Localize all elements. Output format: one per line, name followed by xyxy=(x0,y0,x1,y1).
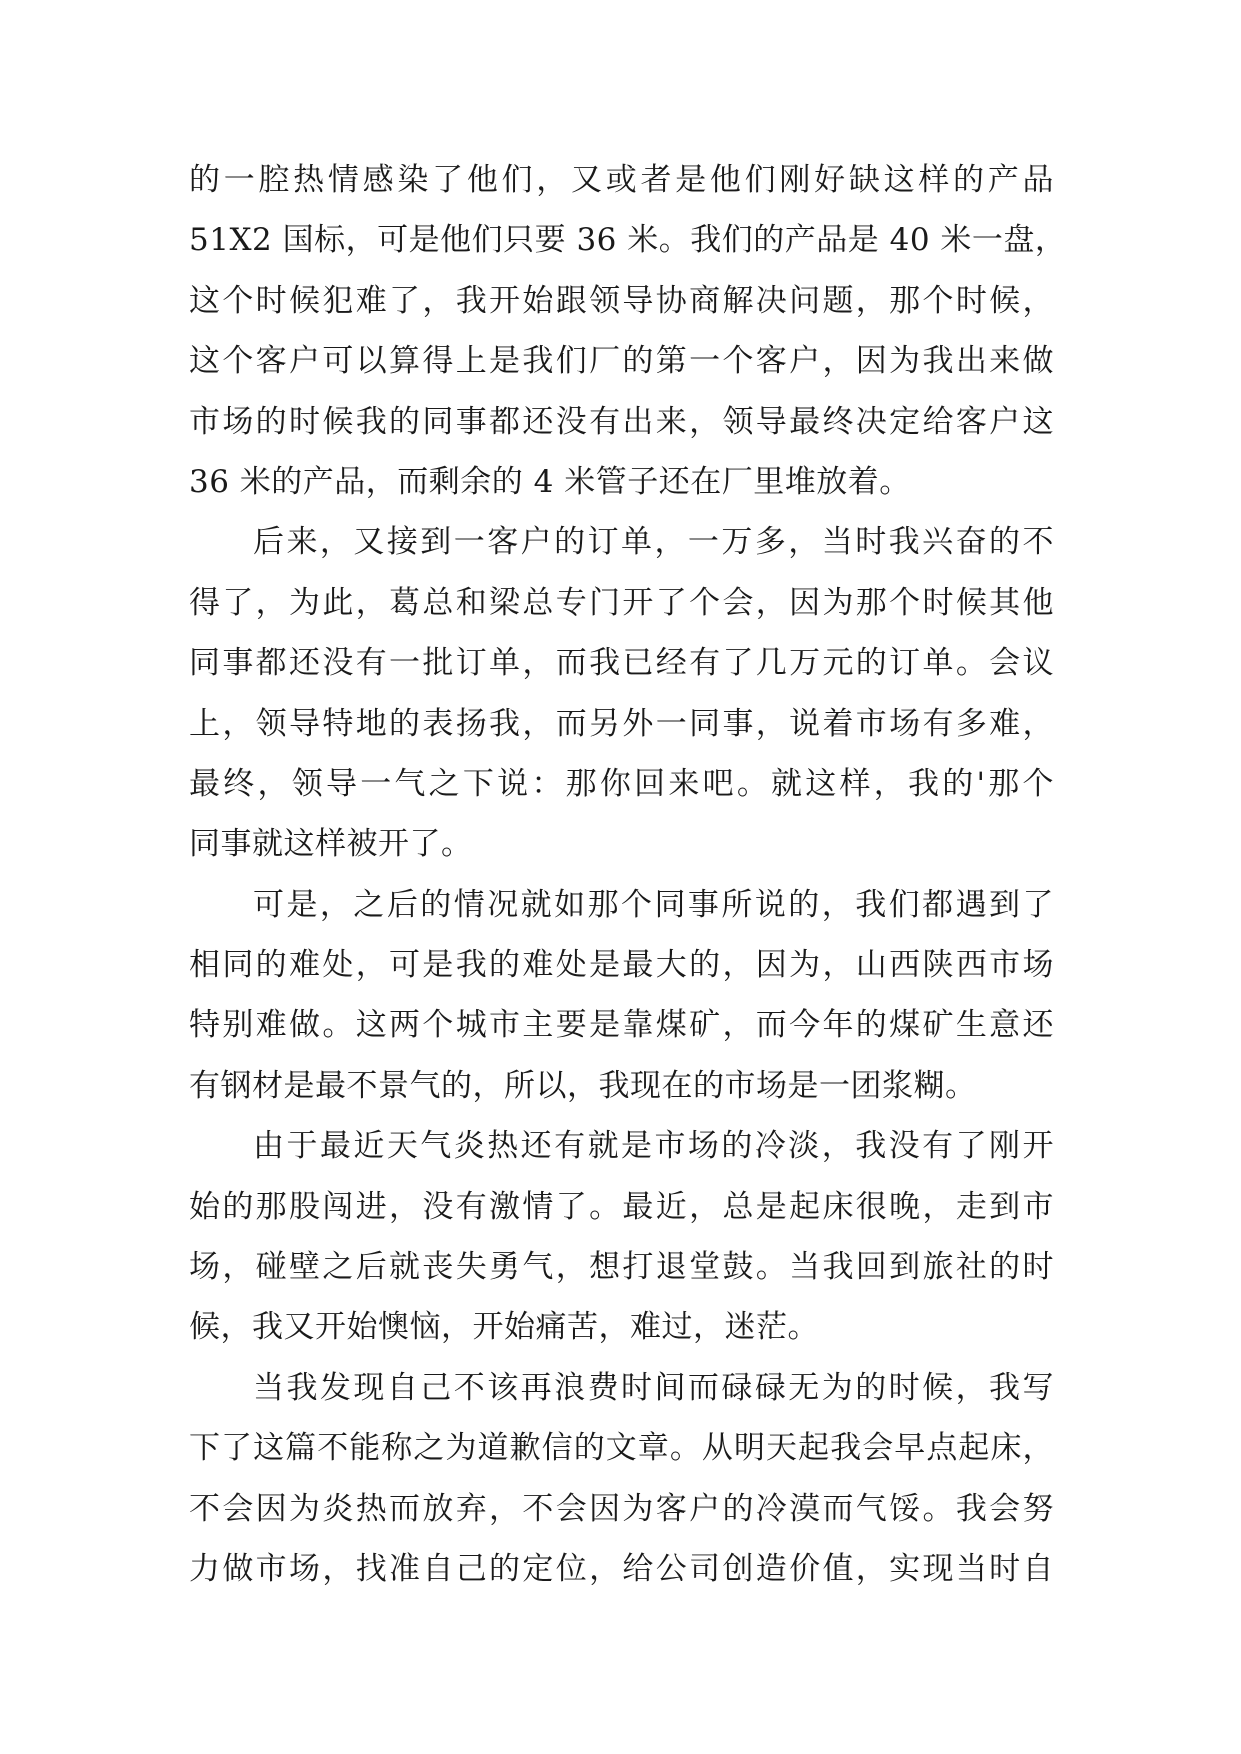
text-line: 可是，之后的情况就如那个同事所说的，我们都遇到了 xyxy=(253,886,1054,923)
text-line: 这个客户可以算得上是我们厂的第一个客户，因为我出来做 xyxy=(189,343,1054,380)
text-line: 51X2 国标，可是他们只要 36 米。我们的产品是 40 米一盘， xyxy=(189,222,1067,259)
paragraph xyxy=(189,512,1054,874)
text-line: 始的那股闯进，没有激情了。最近，总是起床很晚，走到市 xyxy=(189,1188,1054,1225)
paragraph xyxy=(189,875,1054,1117)
text-line: 最终，领导一气之下说：那你回来吧。就这样，我的'那个 xyxy=(189,765,1054,802)
text-line: 36 米的产品，而剩余的 4 米管子还在厂里堆放着。 xyxy=(189,463,911,500)
paragraph xyxy=(189,1358,1054,1600)
text-line: 由于最近天气炎热还有就是市场的冷淡，我没有了刚开 xyxy=(253,1128,1054,1165)
text-line: 市场的时候我的同事都还没有出来，领导最终决定给客户这 xyxy=(189,403,1054,440)
text-line: 有钢材是最不景气的，所以，我现在的市场是一团浆糊。 xyxy=(189,1067,977,1104)
text-line: 候，我又开始懊恼，开始痛苦，难过，迷茫。 xyxy=(189,1309,819,1346)
paragraph xyxy=(189,150,1067,512)
text-line: 下了这篇不能称之为道歉信的文章。从明天起我会早点起床， xyxy=(189,1430,1054,1467)
text-line: 同事都还没有一批订单，而我已经有了几万元的订单。会议 xyxy=(189,645,1054,682)
text-line: 后来，又接到一客户的订单，一万多，当时我兴奋的不 xyxy=(253,524,1054,561)
text-line: 上，领导特地的表扬我，而另外一同事，说着市场有多难， xyxy=(189,705,1054,742)
text-line: 特别难做。这两个城市主要是靠煤矿，而今年的煤矿生意还 xyxy=(189,1007,1054,1044)
paragraph xyxy=(189,1116,1054,1358)
text-line: 同事就这样被开了。 xyxy=(189,826,473,863)
text-line: 场，碰壁之后就丧失勇气，想打退堂鼓。当我回到旅社的时 xyxy=(189,1249,1054,1286)
text-line: 这个时候犯难了，我开始跟领导协商解决问题，那个时候， xyxy=(189,282,1054,319)
text-line: 的一腔热情感染了他们，又或者是他们刚好缺这样的产品 xyxy=(189,162,1054,198)
text-line: 不会因为炎热而放弃，不会因为客户的冷漠而气馁。我会努 xyxy=(189,1490,1054,1527)
text-line: 相同的难处，可是我的难处是最大的，因为，山西陕西市场 xyxy=(189,947,1054,984)
text-line: 当我发现自己不该再浪费时间而碌碌无为的时候，我写 xyxy=(253,1369,1054,1406)
text-line: 得了，为此，葛总和梁总专门开了个会，因为那个时候其他 xyxy=(189,584,1054,621)
document-body xyxy=(189,150,1067,1599)
text-line: 力做市场，找准自己的定位，给公司创造价值，实现当时自 xyxy=(189,1550,1054,1587)
